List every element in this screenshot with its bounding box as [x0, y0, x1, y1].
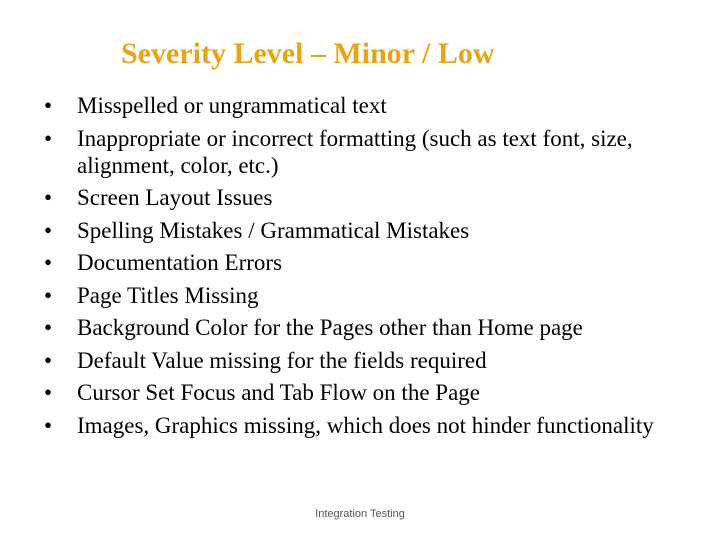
bullet-dot-icon: • [44, 412, 53, 438]
bullet-item [44, 314, 684, 341]
bullet-text: Default Value missing for the fields required [77, 347, 487, 373]
bullet-list [44, 92, 684, 444]
bullet-text: Images, Graphics missing, which does not hinder functionality [77, 412, 654, 438]
bullet-item [44, 184, 684, 211]
bullet-text: Misspelled or ungrammatical text [77, 93, 387, 118]
bullet-text: Inappropriate or incorrect formatting (such as text font, size, alignment, color, etc.) [77, 125, 633, 178]
bullet-dot-icon: • [44, 93, 53, 118]
bullet-dot-icon: • [44, 125, 53, 151]
bullet-dot-icon: • [44, 282, 53, 308]
bullet-dot-icon: • [44, 250, 53, 275]
bullet-dot-icon: • [44, 315, 53, 340]
bullet-item [44, 379, 684, 406]
bullet-text: Documentation Errors [77, 250, 283, 275]
bullet-item [44, 249, 684, 276]
slide-title: Severity Level – Minor / Low [121, 37, 495, 70]
bullet-text: Screen Layout Issues [77, 185, 273, 210]
bullet-item [44, 217, 684, 244]
bullet-dot-icon: • [44, 347, 53, 373]
slide-footer: Integration Testing [315, 508, 405, 520]
bullet-text: Page Titles Missing [77, 282, 259, 308]
bullet-item [44, 92, 684, 119]
bullet-item [44, 412, 684, 439]
bullet-dot-icon: • [44, 185, 53, 210]
bullet-text: Spelling Mistakes / Grammatical Mistakes [77, 217, 470, 243]
bullet-item [44, 282, 684, 309]
bullet-dot-icon: • [44, 217, 53, 243]
bullet-item [44, 347, 684, 374]
bullet-text: Cursor Set Focus and Tab Flow on the Page [77, 380, 480, 405]
bullet-dot-icon: • [44, 380, 53, 405]
bullet-text: Background Color for the Pages other than Home page [77, 315, 583, 340]
bullet-item [44, 125, 684, 179]
